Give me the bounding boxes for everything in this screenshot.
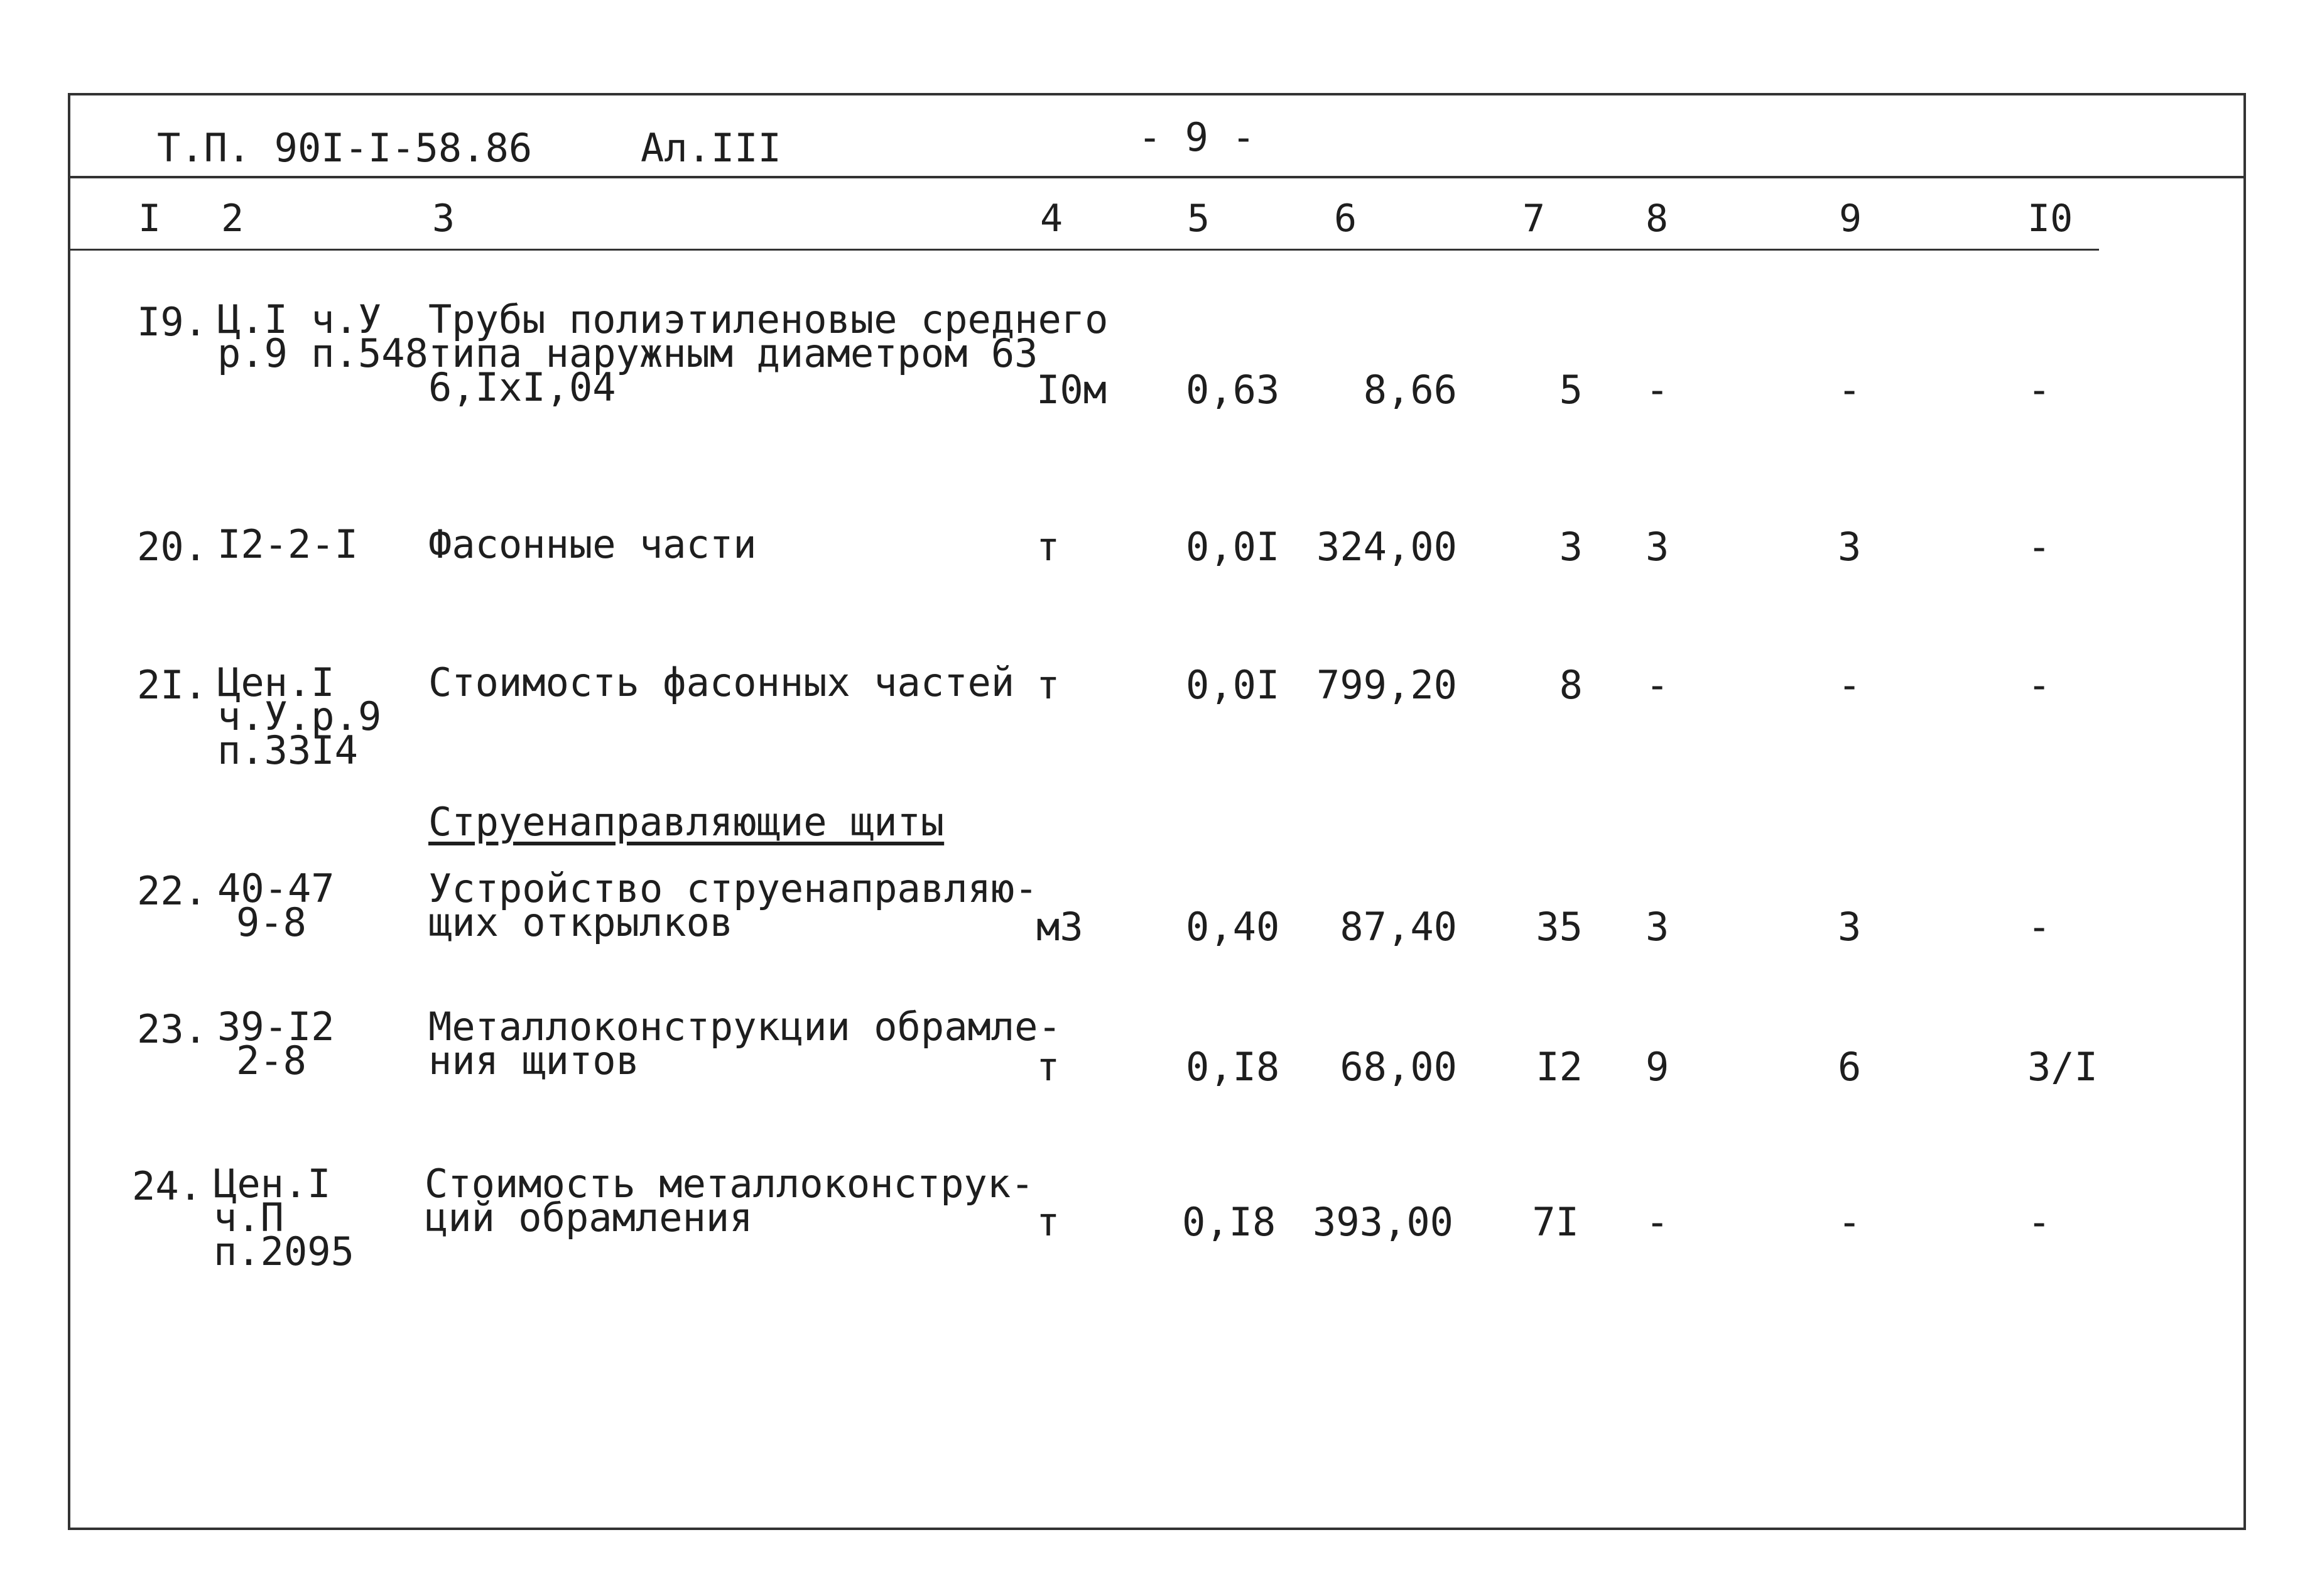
column-header-4: 4 — [1040, 197, 1063, 241]
col-9-value: - — [1838, 1199, 1862, 1245]
album-number: Ал.III — [641, 125, 781, 171]
rate-reference: I2-2-I — [217, 521, 358, 567]
column-header-1: I — [138, 197, 161, 241]
project-code: Т.П. 90I-I-58.86 — [157, 125, 533, 171]
col-8-value: - — [1646, 662, 1669, 708]
row-number: I9. — [137, 299, 207, 345]
unit: т — [1036, 1199, 1060, 1245]
col-8-value: 9 — [1646, 1044, 1669, 1090]
column-header-7: 7 — [1522, 197, 1546, 241]
work-description: Фасонные части — [428, 521, 757, 567]
col-7-value: 5 — [1559, 367, 1583, 413]
quantity: 0,63 — [1186, 367, 1280, 413]
rate-reference: 40-47 9-8 — [217, 866, 335, 945]
unit-price: 324,00 — [1316, 524, 1457, 570]
rate-reference: Цен.I ч.У.р.9 п.33I4 — [217, 660, 382, 773]
rate-reference: Цен.I ч.П п.2095 — [214, 1161, 354, 1274]
unit: т — [1036, 1044, 1060, 1090]
col-9-value: - — [1838, 367, 1862, 413]
col-8-value: 3 — [1646, 524, 1669, 570]
col-7-value: 8 — [1559, 662, 1583, 708]
quantity: 0,I8 — [1186, 1044, 1280, 1090]
col-10-value: 3/I — [2027, 1044, 2098, 1090]
rate-reference: Ц.I ч.У р.9 п.548 — [217, 296, 428, 376]
quantity: 0,0I — [1186, 524, 1280, 570]
col-9-value: 3 — [1838, 524, 1862, 570]
unit: I0м — [1036, 367, 1107, 413]
page-number: - 9 - — [1138, 114, 1256, 160]
col-8-value: - — [1646, 1199, 1669, 1245]
rate-reference: 39-I2 2-8 — [217, 1004, 335, 1083]
column-header-3: 3 — [432, 197, 455, 241]
unit-price: 87,40 — [1340, 904, 1457, 950]
work-description: Трубы полиэтиленовые среднего типа наружным диаметром 63 6,IxI,04 — [428, 296, 1109, 410]
row-number: 22. — [137, 868, 207, 914]
work-description: Металлоконструкции обрамле- ния щитов — [428, 1004, 1061, 1083]
col-8-value: - — [1646, 367, 1669, 413]
work-description: Стоимость металлоконструк- ций обрамления — [425, 1161, 1034, 1240]
unit-price: 68,00 — [1340, 1044, 1457, 1090]
column-header-2: 2 — [221, 197, 244, 241]
row-number: 24. — [132, 1163, 202, 1209]
col-9-value: 6 — [1838, 1044, 1862, 1090]
quantity: 0,40 — [1186, 904, 1280, 950]
section-title: Струенаправляющие щиты — [428, 799, 945, 845]
unit: т — [1036, 662, 1060, 708]
column-header-8: 8 — [1646, 197, 1669, 241]
col-10-value: - — [2027, 524, 2051, 570]
column-header-10: I0 — [2027, 197, 2073, 241]
header-divider — [68, 176, 2243, 178]
col-9-value: 3 — [1838, 904, 1862, 950]
work-description: Устройство струенаправляю- щих открылков — [428, 866, 1038, 945]
col-10-value: - — [2027, 662, 2051, 708]
row-number: 2I. — [137, 662, 207, 708]
column-header-divider — [70, 249, 2099, 251]
column-header-5: 5 — [1187, 197, 1210, 241]
col-7-value: 7I — [1532, 1199, 1579, 1245]
work-description: Стоимость фасонных частей — [428, 660, 1015, 705]
col-10-value: - — [2027, 904, 2051, 950]
unit-price: 393,00 — [1313, 1199, 1453, 1245]
col-8-value: 3 — [1646, 904, 1669, 950]
col-7-value: 3 — [1559, 524, 1583, 570]
quantity: 0,0I — [1186, 662, 1280, 708]
row-number: 23. — [137, 1006, 207, 1052]
col-9-value: - — [1838, 662, 1862, 708]
col-10-value: - — [2027, 367, 2051, 413]
unit-price: 799,20 — [1316, 662, 1457, 708]
quantity: 0,I8 — [1182, 1199, 1276, 1245]
column-header-6: 6 — [1334, 197, 1357, 241]
col-7-value: I2 — [1536, 1044, 1583, 1090]
col-7-value: 35 — [1536, 904, 1583, 950]
unit-price: 8,66 — [1363, 367, 1457, 413]
column-header-9: 9 — [1839, 197, 1862, 241]
col-10-value: - — [2027, 1199, 2051, 1245]
row-number: 20. — [137, 524, 207, 570]
unit: м3 — [1036, 904, 1083, 950]
unit: т — [1036, 524, 1060, 570]
